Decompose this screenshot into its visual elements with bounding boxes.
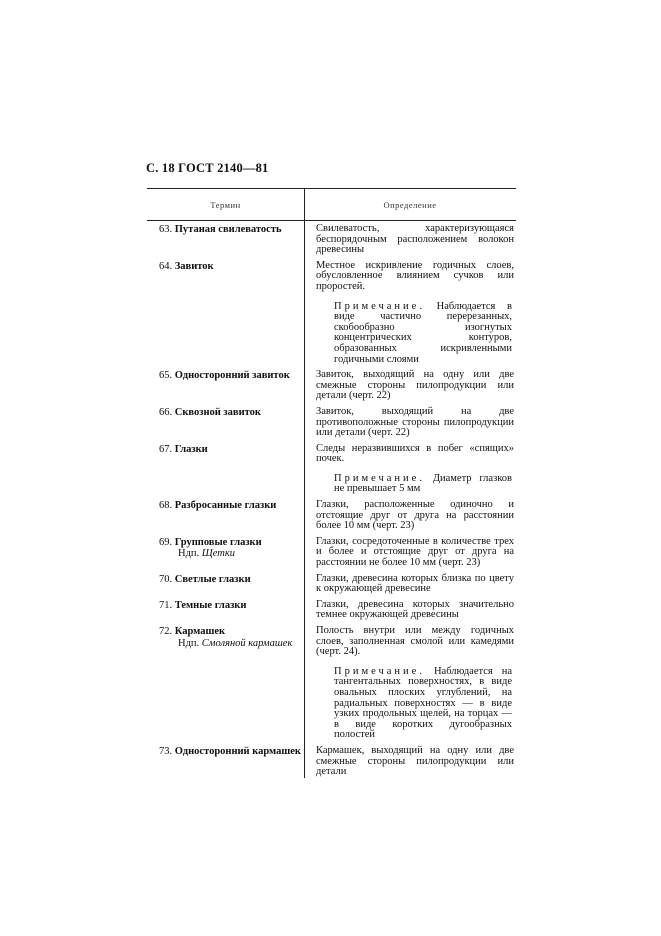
terms-table (147, 188, 516, 778)
term-number: 73. (159, 745, 173, 757)
definition-cell (304, 574, 516, 595)
definition-cell (304, 444, 516, 495)
term-cell (147, 224, 304, 256)
definition-cell (304, 537, 516, 569)
definition-text: Следы неразвившихся в побег «спящих» почек. (316, 442, 514, 465)
note-text: Диаметр глазков не превышает 5 мм (334, 472, 512, 495)
table-header-row (147, 189, 516, 221)
definition-cell (304, 500, 516, 532)
table-row (147, 261, 516, 365)
term-cell (147, 626, 304, 741)
term-name: Завиток (174, 260, 214, 272)
deprecated-prefix: Ндп. (178, 548, 200, 560)
term-number: 67. (159, 443, 173, 455)
definition-text: Завиток, выходящий на две противоположные стороны пилопродукции или детали (черт. 22) (316, 405, 514, 439)
term-cell (147, 500, 304, 532)
term-name: Сквозной завиток (174, 406, 261, 418)
note-text: Наблюдается в виде частично перерезанных, скобообразно изогнутых концентрических контуров, образованных искривленными годичными слоями (334, 300, 513, 365)
term-cell (147, 537, 304, 569)
term-name: Разбросанные глазки (174, 500, 277, 512)
table-row (147, 574, 516, 595)
term-name: Светлые глазки (174, 573, 251, 585)
definition-cell (304, 746, 516, 778)
page-header: С. 18 ГОСТ 2140—81 (146, 161, 269, 175)
definition-cell (304, 261, 516, 365)
definition-text: Глазки, древесина которых близка по цвету к окружающей древесине (316, 572, 514, 595)
table-row (147, 600, 516, 621)
term-name: Односторонний кармашек (174, 745, 301, 757)
term-number: 66. (159, 406, 173, 418)
term-number: 72. (159, 626, 173, 637)
definition-text: Завиток, выходящий на одну или две смежные стороны пилопродукции или детали (черт. 22) (316, 369, 514, 402)
column-divider (304, 189, 305, 220)
table-row (147, 626, 516, 741)
note (316, 667, 514, 741)
term-cell (147, 444, 304, 495)
definition-cell (304, 224, 516, 256)
deprecated-term-name: Щетки (201, 548, 236, 560)
term-name: Путаная свилеватость (174, 224, 282, 235)
definition-text: Местное искривление годичных слоев, обусловленное влиянием сучков или проростей. (316, 259, 514, 292)
table-row (147, 746, 516, 778)
definition-cell (304, 407, 516, 439)
term-cell (147, 407, 304, 439)
table-row (147, 407, 516, 439)
table-row (147, 500, 516, 532)
column-divider (304, 221, 305, 778)
definition-cell (304, 370, 516, 402)
note-label: Примечание. (334, 665, 425, 677)
table-row (147, 444, 516, 495)
note-text: Наблюдается на тангентальных поверхностях, в виде овальных плоских углублений, на радиальных поверхностях — в виде узких продольных щелей, на торцах — в виде коротких дугообразных полостей (334, 665, 512, 741)
term-number: 65. (159, 370, 173, 382)
term-cell (147, 261, 304, 365)
note-label: Примечание. (334, 472, 425, 484)
definition-text: Глазки, сосредоточенные в количестве трех и более и отстоящие друг от друга на расстоянии не более 10 мм (черт. 23) (316, 535, 514, 569)
term-number: 70. (159, 573, 173, 585)
definition-text: Глазки, древесина которых значительно темнее окружающей древесины (316, 598, 514, 621)
definition-text: Кармашек, выходящий на одну или две смежные стороны пилопродукции или детали (316, 744, 514, 778)
deprecated-term (159, 548, 304, 560)
definition-cell (304, 626, 516, 741)
term-number: 64. (159, 260, 173, 272)
definition-text: Полость внутри или между годичных слоев, заполненная смолой или камедями (черт. 24). (316, 625, 514, 658)
term-name: Кармашек (174, 626, 226, 637)
table-row (147, 537, 516, 569)
note (316, 474, 514, 495)
definition-text: Глазки, расположенные одиночно и отстоящие друг от друга на расстоянии более 10 мм (черт. 23) (316, 499, 514, 532)
deprecated-prefix: Ндп. (178, 637, 200, 649)
term-number: 71. (159, 599, 173, 611)
term-cell (147, 574, 304, 595)
term-cell (147, 746, 304, 778)
term-name: Глазки (174, 443, 208, 455)
term-name: Темные глазки (174, 599, 247, 611)
deprecated-term-name: Смоляной кармашек (201, 637, 293, 649)
deprecated-term (159, 638, 304, 650)
term-cell (147, 600, 304, 621)
note (316, 302, 514, 366)
term-number: 63. (159, 224, 173, 235)
term-name: Групповые глазки (174, 536, 262, 548)
table-body (147, 221, 516, 778)
definition-text: Свилеватость, характеризующаяся беспорядочным расположением волокон древесины (316, 223, 514, 256)
table-row (147, 370, 516, 402)
term-number: 69. (159, 536, 173, 548)
term-name: Односторонний завиток (174, 370, 290, 382)
table-row (147, 224, 516, 256)
column-header-term: Термин (210, 199, 241, 210)
term-cell (147, 370, 304, 402)
column-header-definition: Определение (383, 199, 437, 210)
note-label: Примечание. (334, 300, 425, 312)
term-number: 68. (159, 500, 173, 512)
definition-cell (304, 600, 516, 621)
